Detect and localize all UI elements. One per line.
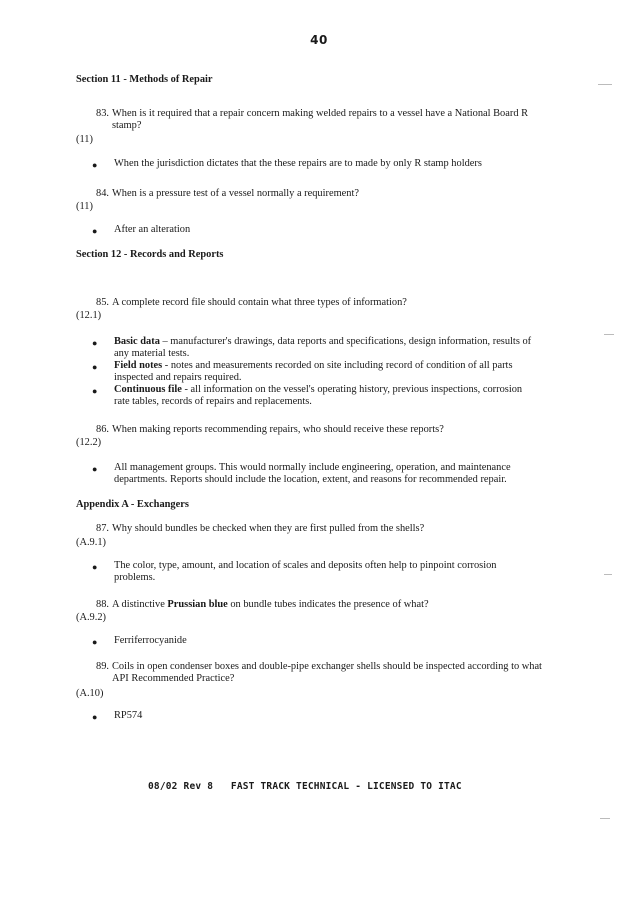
bullet-icon: ● bbox=[92, 712, 98, 722]
reference: (11) bbox=[76, 134, 93, 145]
question-text: A complete record file should contain what three types of information? bbox=[112, 297, 407, 308]
footer-revision: Rev 8 bbox=[183, 781, 214, 792]
question-text: When is a pressure test of a vessel normally a requirement? bbox=[112, 188, 359, 199]
answer-text: When the jurisdiction dictates that the these repairs are to made by only R stamp holders bbox=[114, 158, 482, 169]
answer-desc: – manufacturer's drawings, data reports and specifications, design information, results of any material tests. bbox=[114, 336, 532, 359]
bullet-icon: ● bbox=[92, 338, 98, 348]
scan-mark bbox=[604, 574, 612, 575]
answer-text: RP574 bbox=[114, 710, 143, 721]
question-number: 83. bbox=[96, 108, 109, 119]
question-text-part: on bundle tubes indicates the presence of what? bbox=[227, 599, 429, 610]
question-number: 86. bbox=[96, 424, 109, 435]
question-text: When making reports recommending repairs, who should receive these reports? bbox=[112, 424, 444, 435]
reference: (A.9.2) bbox=[76, 612, 107, 623]
bullet-icon: ● bbox=[92, 362, 98, 372]
bullet-icon: ● bbox=[92, 160, 98, 170]
bullet-icon: ● bbox=[92, 637, 98, 647]
section-heading-11: Section 11 - Methods of Repair bbox=[76, 74, 213, 85]
question-text: Why should bundles be checked when they are first pulled from the shells? bbox=[112, 523, 425, 534]
bullet-icon: ● bbox=[92, 464, 98, 474]
reference: (12.2) bbox=[76, 437, 102, 448]
footer-separator: - bbox=[355, 781, 362, 792]
question-number: 87. bbox=[96, 523, 109, 534]
bullet-icon: ● bbox=[92, 226, 98, 236]
footer-company: FAST TRACK TECHNICAL bbox=[230, 781, 350, 792]
scan-mark bbox=[604, 334, 614, 335]
answer-text: All management groups. This would normally include engineering, operation, and maintenance departments. Reports should include the location, extent, and reasons for recommended repair. bbox=[114, 462, 511, 485]
reference: (12.1) bbox=[76, 310, 102, 321]
question-text: When is it required that a repair concern making welded repairs to a vessel have a National Board R stamp? bbox=[112, 108, 529, 131]
question-text bbox=[112, 599, 542, 611]
answer-text: The color, type, amount, and location of scales and deposits often help to pinpoint corrosion problems. bbox=[114, 560, 497, 583]
question-number: 89. bbox=[96, 661, 109, 672]
answer-term: Field notes bbox=[114, 360, 163, 371]
answer-term: Basic data bbox=[114, 336, 160, 347]
question-number: 85. bbox=[96, 297, 109, 308]
scan-mark bbox=[598, 84, 612, 85]
question-number: 84. bbox=[96, 188, 109, 199]
answer-item bbox=[114, 384, 534, 407]
bullet-icon: ● bbox=[92, 562, 98, 572]
question-emphasis: Prussian blue bbox=[167, 599, 228, 610]
answer-term: Continuous file bbox=[114, 384, 182, 395]
section-heading-12: Section 12 - Records and Reports bbox=[76, 249, 224, 260]
answer-desc: - all information on the vessel's operating history, previous inspections, corrosion rate tables, records of repairs and replacements. bbox=[114, 384, 523, 407]
bullet-icon: ● bbox=[92, 386, 98, 396]
footer-date: 08/02 bbox=[148, 781, 178, 792]
answer-desc: - notes and measurements recorded on site including record of condition of all parts inspected and repairs required. bbox=[114, 360, 513, 383]
reference: (11) bbox=[76, 201, 93, 212]
page-footer bbox=[148, 781, 462, 792]
answer-text: Ferriferrocyanide bbox=[114, 635, 187, 646]
section-heading-appendix-a: Appendix A - Exchangers bbox=[76, 499, 189, 510]
answer-item bbox=[114, 360, 534, 383]
answer-text: After an alteration bbox=[114, 224, 191, 235]
question-text-part: A distinctive bbox=[112, 599, 168, 610]
question-number: 88. bbox=[96, 599, 109, 610]
scan-mark bbox=[600, 818, 610, 819]
footer-license: LICENSED TO ITAC bbox=[367, 781, 462, 792]
answer-item bbox=[114, 336, 534, 359]
reference: (A.9.1) bbox=[76, 537, 107, 548]
page-number: 40 bbox=[310, 33, 328, 47]
reference: (A.10) bbox=[76, 688, 104, 699]
question-text: Coils in open condenser boxes and double-pipe exchanger shells should be inspected according to what API Recommended Practice? bbox=[112, 661, 542, 684]
